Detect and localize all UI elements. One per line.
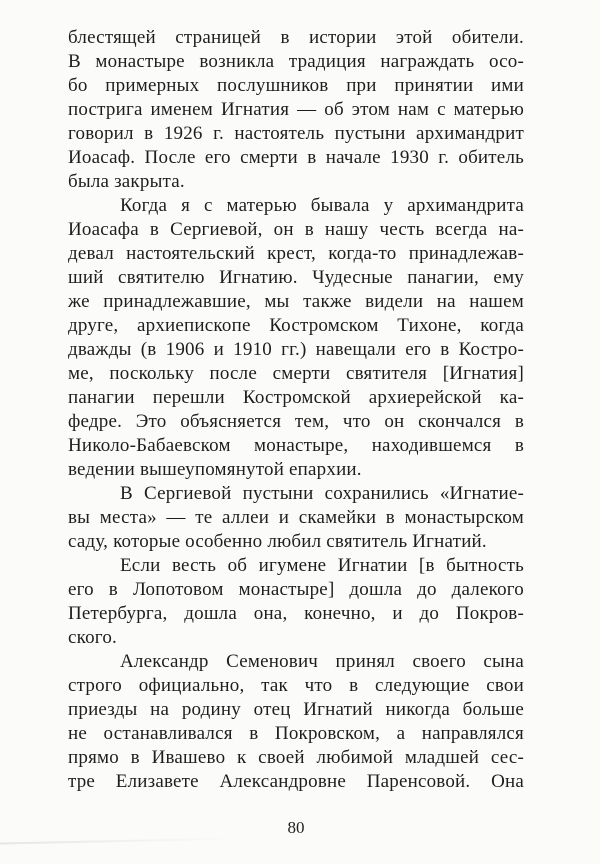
text-line: говорил в 1926 г. настоятель пустыни архимандрит: [68, 123, 524, 144]
text-line: была закрыта.: [68, 171, 185, 192]
text-line: Александр Семенович принял своего сына: [120, 651, 524, 672]
text-line: ведении вышеупомянутой епархии.: [68, 459, 362, 480]
text-line: прямо в Ивашево к своей любимой младшей сес-: [68, 747, 524, 768]
text-line: приезды на родину отец Игнатий никогда больше: [68, 699, 524, 720]
text-line: В монастыре возникла традиция награждать осо-: [68, 51, 524, 72]
text-line: пострига именем Игнатия — об этом нам с матерью: [68, 99, 524, 120]
text-line: федре. Это объясняется тем, что он скончался в: [68, 411, 524, 432]
text-line: его в Лопотовом монастыре] дошла до далекого: [68, 579, 524, 600]
text-line: ме, поскольку после смерти святителя [Игнатия]: [68, 363, 524, 384]
text-line: Если весть об игумене Игнатии [в бытность: [120, 555, 524, 576]
scan-artifact: [0, 837, 240, 844]
text-line: ший святителю Игнатию. Чудесные панагии, ему: [68, 267, 524, 288]
text-line: Иоасаф. После его смерти в начале 1930 г. обитель: [68, 147, 524, 168]
text-line: бо примерных послушников при принятии ими: [68, 75, 524, 96]
text-line: панагии перешли Костромской архиерейской ка-: [68, 387, 524, 408]
text-line: блестящей страницей в истории этой обители.: [68, 27, 524, 48]
text-line: строго официально, так что в следующие свои: [68, 675, 524, 696]
text-line: девал настоятельский крест, когда-то принадлежав-: [68, 243, 524, 264]
text-line: дважды (в 1906 и 1910 гг.) навещали его в Костро-: [68, 339, 524, 360]
text-line: Николо-Бабаевском монастыре, находившемся в: [68, 435, 524, 456]
text-line: же принадлежавшие, мы также видели на нашем: [68, 291, 524, 312]
text-line: саду, которые особенно любил святитель Игнатий.: [68, 531, 487, 552]
text-line: В Сергиевой пустыни сохранились «Игнатие-: [120, 483, 524, 504]
page-number: 80: [287, 818, 305, 837]
text-line: вы места» — те аллеи и скамейки в монастырском: [68, 507, 524, 528]
text-line: Иоасафа в Сергиевой, он в нашу честь всегда на-: [68, 219, 524, 240]
page-text: [68, 26, 524, 794]
text-line: тре Елизавете Александровне Паренсовой. Она: [68, 771, 524, 792]
text-line: друге, архиепископе Костромском Тихоне, когда: [68, 315, 524, 336]
text-line: не останавливался в Покровском, а направлялся: [68, 723, 524, 744]
text-line: ского.: [68, 627, 117, 648]
text-line: Когда я с матерью бывала у архимандрита: [120, 195, 524, 216]
text-line: Петербурга, дошла она, конечно, и до Покров-: [68, 603, 524, 624]
